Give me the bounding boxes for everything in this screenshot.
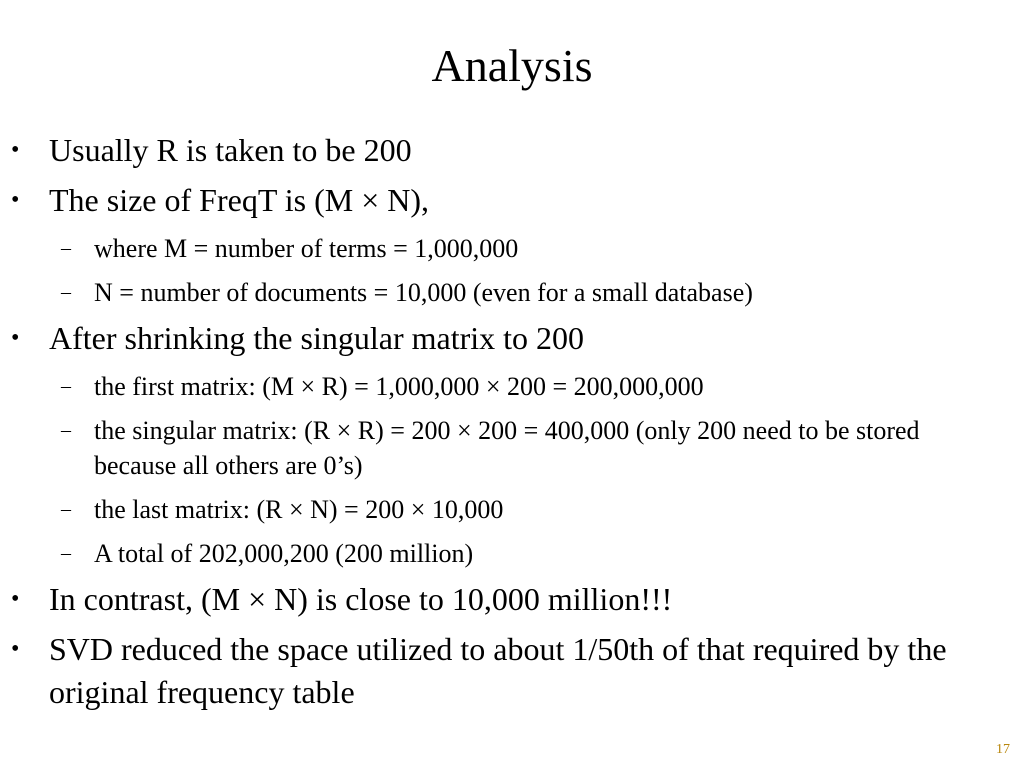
bullet-text: Usually R is taken to be 200 (49, 132, 412, 168)
bullet-item (0, 571, 1024, 621)
dash-marker: – (61, 281, 71, 303)
bullet-text: SVD reduced the space utilized to about 1/50th of that required by the original frequency table (49, 631, 947, 710)
bullet-text: After shrinking the singular matrix to 200 (49, 320, 585, 356)
dash-marker: – (61, 542, 71, 564)
bullet-text: In contrast, (M × N) is close to 10,000 million!!! (49, 581, 673, 617)
bullet-marker: • (11, 325, 20, 351)
bullet-item (0, 310, 1024, 360)
sub-bullet-item (0, 483, 1024, 527)
sub-bullet-text: the singular matrix: (R × R) = 200 × 200 = 400,000 (only 200 need to be stored because all others are 0’s) (94, 416, 920, 480)
sub-bullet-text: the first matrix: (M × R) = 1,000,000 × 200 = 200,000,000 (94, 372, 704, 401)
bullet-marker: • (11, 187, 20, 213)
sub-bullet-item (0, 222, 1024, 266)
sub-bullet-item (0, 360, 1024, 404)
sub-bullet-text: the last matrix: (R × N) = 200 × 10,000 (94, 495, 504, 524)
dash-marker: – (61, 237, 71, 259)
slide-title: Analysis (431, 40, 593, 91)
bullet-marker: • (11, 636, 20, 662)
bullet-marker: • (11, 137, 20, 163)
sub-bullet-text: N = number of documents = 10,000 (even for a small database) (94, 278, 753, 307)
bullet-item (0, 621, 1024, 714)
sub-bullet-text: A total of 202,000,200 (200 million) (94, 539, 474, 568)
sub-bullet-item (0, 527, 1024, 571)
bullet-list (0, 122, 1024, 714)
bullet-item (0, 122, 1024, 172)
sub-bullet-item (0, 404, 1024, 483)
dash-marker: – (61, 498, 71, 520)
dash-marker: – (61, 419, 71, 441)
bullet-item (0, 172, 1024, 222)
page-number: 17 (996, 742, 1010, 757)
bullet-marker: • (11, 586, 20, 612)
sub-bullet-text: where M = number of terms = 1,000,000 (94, 234, 519, 263)
sub-bullet-item (0, 266, 1024, 310)
dash-marker: – (61, 375, 71, 397)
bullet-text: The size of FreqT is (M × N), (49, 182, 430, 218)
